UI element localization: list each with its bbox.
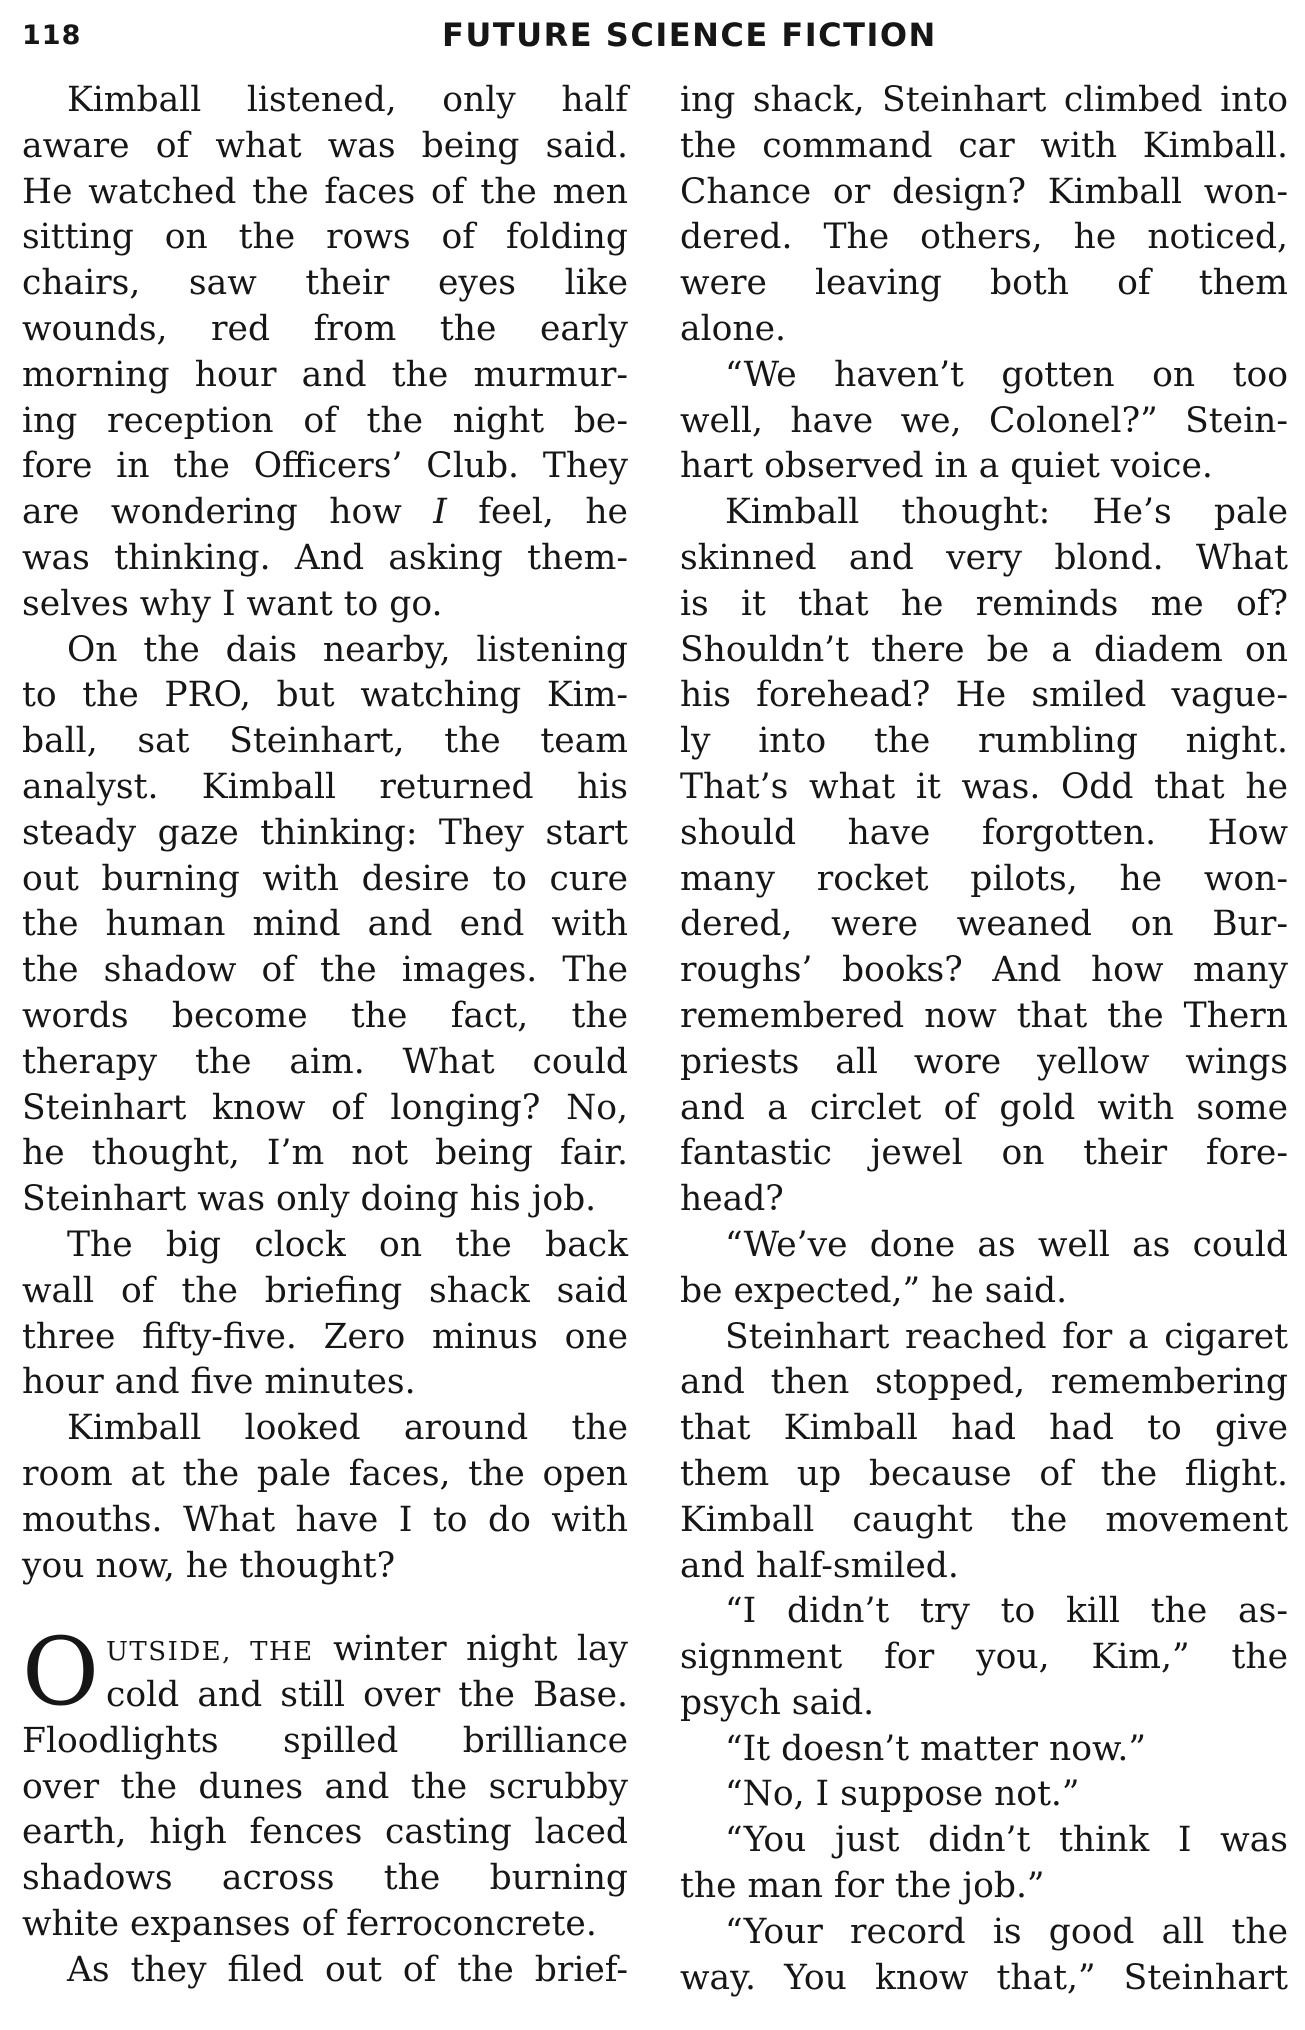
text-line: fantastic jewel on their fore- [680, 1133, 1288, 1174]
paragraph [22, 1223, 628, 1406]
section-opening-paragraph [22, 1618, 628, 1948]
text-line: room at the pale faces, the open [22, 1453, 628, 1494]
text-line: “No, I suppose not.” [725, 1774, 1080, 1815]
text-line: ing reception of the night be- [22, 400, 628, 441]
text-line: should have forgotten. How [680, 812, 1288, 853]
text-line: head? [680, 1179, 784, 1220]
text-line: over the dunes and the scrubby [22, 1766, 628, 1807]
text-line: dered, were weaned on Bur- [680, 904, 1288, 945]
text-line: The big clock on the back [67, 1224, 628, 1265]
paragraph [680, 1315, 1288, 1590]
text-line: sitting on the rows of folding [22, 217, 628, 258]
text-line: “I didn’t try to kill the as- [725, 1591, 1288, 1632]
text-line: Kimball caught the movement [680, 1499, 1288, 1540]
text-line: and then stopped, remembering [680, 1362, 1288, 1403]
text-line: Steinhart was only doing his job. [22, 1179, 597, 1220]
text-line: mouths. What have I to do with [22, 1499, 628, 1540]
paragraph [680, 1223, 1288, 1315]
text-line: and half-smiled. [680, 1545, 959, 1586]
text-line: Floodlights spilled brilliance [22, 1720, 628, 1761]
text-line: that Kimball had had to give [680, 1408, 1288, 1449]
text-line: was thinking. And asking them- [22, 537, 628, 578]
text-line: On the dais nearby, listening [67, 629, 628, 670]
paragraph [22, 1948, 628, 1994]
paragraph [680, 1818, 1288, 1910]
text-line: shadows across the burning [22, 1858, 628, 1899]
text-line: roughs’ books? And how many [680, 950, 1288, 991]
text-line: be expected,” he said. [680, 1270, 1068, 1311]
text-line: ly into the rumbling night. [680, 721, 1288, 762]
text-line: words become the fact, the [22, 995, 628, 1036]
italic-word: I [433, 492, 447, 533]
running-head: FUTURE SCIENCE FICTION [442, 16, 937, 54]
text-line: Steinhart know of longing? No, [22, 1087, 628, 1128]
text-line: chairs, saw their eyes like [22, 263, 628, 304]
paragraph [680, 353, 1288, 490]
text-line: the command car with Kimball. [680, 125, 1288, 166]
text-line: priests all wore yellow wings [680, 1041, 1288, 1082]
text-line: “You just didn’t think I was [725, 1820, 1288, 1861]
text-line: hour and five minutes. [22, 1362, 416, 1403]
paragraph [22, 1406, 628, 1589]
small-caps-lead: UTSIDE, THE [106, 1637, 314, 1668]
text-line: analyst. Kimball returned his [22, 766, 628, 807]
text-segment: winter night lay [313, 1629, 628, 1670]
text-line: the shadow of the images. The [22, 950, 628, 991]
paragraph [680, 490, 1288, 1223]
paragraph [22, 78, 628, 628]
text-line: ball, sat Steinhart, the team [22, 721, 628, 762]
text-line: aware of what was being said. [22, 125, 628, 166]
text-line: were leaving both of them [680, 263, 1288, 304]
text-segment: are wondering how [22, 492, 434, 533]
text-line: three fifty-five. Zero minus one [22, 1316, 628, 1357]
text-line: “It doesn’t matter now.” [725, 1728, 1147, 1769]
text-line: ing shack, Steinhart climbed into [680, 80, 1288, 120]
text-line: He watched the faces of the men [22, 171, 628, 212]
page-header [22, 12, 1287, 62]
text-line: well, have we, Colonel?” Stein- [680, 400, 1288, 441]
text-line: to the PRO, but watching Kim- [22, 675, 628, 716]
paragraph [22, 628, 628, 1223]
text-line: “We’ve done as well as could [725, 1224, 1288, 1265]
text-line: many rocket pilots, he won- [680, 858, 1288, 899]
paragraph [680, 1910, 1288, 2002]
text-line: Steinhart reached for a cigaret [725, 1316, 1288, 1357]
text-line: dered. The others, he noticed, [680, 217, 1288, 258]
left-text-column [22, 78, 628, 1994]
text-line: selves why I want to go. [22, 583, 443, 624]
text-line: As they filed out of the brief- [67, 1949, 628, 1990]
text-line: his forehead? He smiled vague- [680, 675, 1288, 716]
section-break [22, 1589, 628, 1627]
text-line: way. You know that,” Steinhart [680, 1957, 1288, 1998]
text-line: “We haven’t gotten on too [725, 354, 1288, 395]
text-line: out burning with desire to cure [22, 858, 628, 899]
right-text-column [680, 78, 1288, 2001]
text-line: therapy the aim. What could [22, 1041, 628, 1082]
text-line: steady gaze thinking: They start [22, 812, 628, 853]
text-line: the human mind and end with [22, 904, 628, 945]
drop-cap: O [22, 1618, 100, 1728]
text-line: Kimball looked around the [67, 1408, 628, 1449]
text-line: is it that he reminds me of? [680, 583, 1288, 624]
text-line: Shouldn’t there be a diadem on [680, 629, 1288, 670]
text-line: That’s what it was. Odd that he [680, 766, 1288, 807]
text-line: wall of the briefing shack said [22, 1270, 628, 1311]
text-segment: feel, he [446, 492, 628, 533]
text-line: remembered now that the Thern [680, 995, 1288, 1036]
paragraph [680, 1727, 1288, 1773]
text-line: white expanses of ferroconcrete. [22, 1904, 597, 1945]
paragraph [680, 1589, 1288, 1726]
text-line: Chance or design? Kimball won- [680, 171, 1288, 212]
text-line: he thought, I’m not being fair. [22, 1133, 628, 1174]
text-line: “Your record is good all the [725, 1911, 1288, 1952]
paragraph [680, 78, 1288, 353]
text-line: wounds, red from the early [22, 308, 628, 349]
text-line: cold and still over the Base. [106, 1675, 628, 1716]
text-line: skinned and very blond. What [680, 537, 1288, 578]
text-line: Kimball thought: He’s pale [725, 492, 1288, 533]
page-number: 118 [22, 20, 82, 51]
text-line: Kimball listened, only half [67, 80, 628, 120]
text-line: the man for the job.” [680, 1866, 1045, 1907]
text-line: hart observed in a quiet voice. [680, 446, 1213, 487]
text-line: earth, high fences casting laced [22, 1812, 628, 1853]
text-line: signment for you, Kim,” the [680, 1637, 1288, 1678]
text-line: fore in the Officers’ Club. They [22, 446, 628, 487]
text-line: alone. [680, 308, 786, 349]
text-line: psych said. [680, 1682, 875, 1723]
text-line: them up because of the flight. [680, 1453, 1288, 1494]
paragraph [680, 1772, 1288, 1818]
text-line: you now, he thought? [22, 1545, 396, 1586]
text-line: and a circlet of gold with some [680, 1087, 1288, 1128]
text-line: morning hour and the murmur- [22, 354, 628, 395]
text-line-with-italic [22, 490, 628, 536]
